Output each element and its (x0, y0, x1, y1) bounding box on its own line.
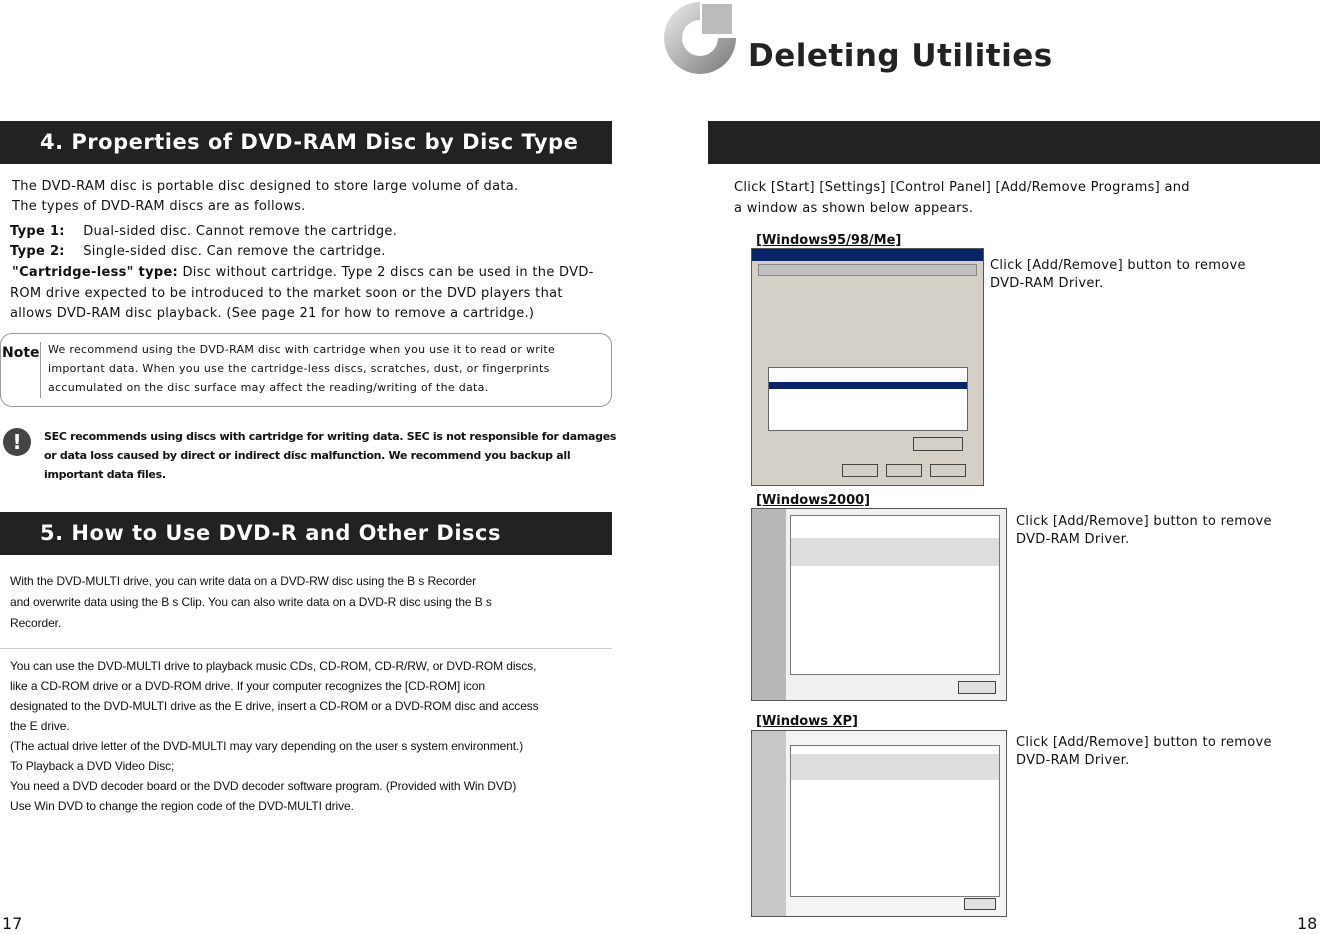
win95-label: [Windows95/98/Me] (756, 233, 902, 248)
intro-line-2: The types of DVD-RAM discs are as follows. (12, 199, 306, 214)
para2-line-6: To Playback a DVD Video Disc; (10, 759, 175, 773)
warning-line-2: or data loss caused by direct or indirect disc malfunction. We recommend you backup all (44, 449, 571, 462)
para1-line-1: With the DVD-MULTI drive, you can write data on a DVD-RW disc using the B s Recorder (10, 574, 476, 588)
win2000-label: [Windows2000] (756, 493, 871, 508)
instruction-line-1: Click [Start] [Settings] [Control Panel] [Add/Remove Programs] and (734, 180, 1190, 195)
cartless-line-3: allows DVD-RAM disc playback. (See page 21 for how to remove a cartridge.) (10, 306, 535, 321)
win95-tabs (758, 264, 977, 276)
header-title: Deleting Utilities (748, 38, 1053, 74)
win95-list (768, 367, 968, 431)
note-line-1: We recommend using the DVD-RAM disc with cartridge when you use it to read or write (48, 343, 556, 356)
win95-add-remove-button[interactable] (913, 437, 963, 451)
win2000-close-button[interactable] (958, 681, 996, 694)
cartless-line-1: Disc without cartridge. Type 2 discs can be used in the DVD- (182, 265, 594, 280)
section5-title: 5. How to Use DVD-R and Other Discs (40, 521, 501, 545)
win95-apply-button[interactable] (930, 464, 966, 477)
win2000-caption (1016, 513, 1272, 549)
type2-text: Single-sided disc. Can remove the cartridge. (83, 244, 386, 259)
para1-line-2: and overwrite data using the B s Clip. You can also write data on a DVD-R disc using the B s (10, 595, 492, 609)
header-logo-icon (660, 0, 738, 78)
type2-row (10, 242, 386, 262)
para2-line-3: designated to the DVD-MULTI drive as the E drive, insert a CD-ROM or a DVD-ROM disc and access (10, 699, 539, 713)
win95-screenshot (751, 248, 984, 486)
win2000-list (790, 515, 1000, 675)
type1-text: Dual-sided disc. Cannot remove the cartridge. (83, 224, 398, 239)
para2-line-5: (The actual drive letter of the DVD-MULTI may vary depending on the user s system environment.) (10, 739, 524, 753)
note-divider (40, 342, 41, 398)
cartless-label: "Cartridge-less" type: (12, 265, 179, 280)
section5-header-bar (0, 512, 612, 555)
warning-text (44, 427, 616, 484)
winxp-caption-line-2: DVD-RAM Driver. (1016, 753, 1130, 768)
cartless-row (12, 263, 594, 283)
section4-title: 4. Properties of DVD-RAM Disc by Disc Type (40, 130, 579, 154)
winxp-caption-line-1: Click [Add/Remove] button to remove (1016, 735, 1272, 750)
win95-caption-line-2: DVD-RAM Driver. (990, 276, 1104, 291)
para2-line-8: Use Win DVD to change the region code of the DVD-MULTI drive. (10, 799, 354, 813)
right-header-bar (708, 121, 1320, 164)
win2000-caption-line-2: DVD-RAM Driver. (1016, 532, 1130, 547)
warning-line-1: SEC recommends using discs with cartridge for writing data. SEC is not responsible for damages (44, 430, 617, 443)
instruction-line-2: a window as shown below appears. (734, 201, 974, 216)
intro-line-1: The DVD-RAM disc is portable disc designed to store large volume of data. (12, 179, 519, 194)
warning-icon: ! (3, 428, 31, 456)
win95-titlebar (752, 249, 983, 261)
cartless-line-2: ROM drive expected to be introduced to the market soon or the DVD players that (10, 286, 563, 301)
section4-header-bar (0, 121, 612, 164)
note-line-3: accumulated on the disc surface may affect the reading/writing of the data. (48, 381, 489, 394)
win2000-screenshot (751, 508, 1007, 701)
para2-line-7: You need a DVD decoder board or the DVD decoder software program. (Provided with Win DVD) (10, 779, 517, 793)
page-number-right: 18 (1297, 914, 1318, 933)
win95-caption-line-1: Click [Add/Remove] button to remove (990, 258, 1246, 273)
note-label: Note (2, 345, 40, 361)
warning-line-3: important data files. (44, 468, 166, 481)
para2-line-2: like a CD-ROM drive or a DVD-ROM drive. If your computer recognizes the [CD-ROM] icon (10, 679, 485, 693)
paragraph-divider (0, 648, 612, 649)
paragraph-1 (10, 572, 610, 632)
winxp-list (790, 745, 1000, 897)
type1-row (10, 222, 397, 242)
para1-line-3: Recorder. (10, 616, 62, 630)
win2000-caption-line-1: Click [Add/Remove] button to remove (1016, 514, 1272, 529)
win95-ok-button[interactable] (842, 464, 878, 477)
winxp-close-button[interactable] (964, 898, 996, 910)
winxp-screenshot (751, 730, 1007, 917)
win95-cancel-button[interactable] (886, 464, 922, 477)
winxp-caption (1016, 734, 1272, 770)
paragraph-2 (10, 657, 615, 815)
winxp-sidebar (752, 731, 786, 916)
winxp-label: [Windows XP] (756, 714, 858, 729)
type2-label: Type 2: (10, 244, 65, 259)
type1-label: Type 1: (10, 224, 65, 239)
para2-line-1: You can use the DVD-MULTI drive to playback music CDs, CD-ROM, CD-R/RW, or DVD-ROM discs, (10, 659, 537, 673)
win2000-sidebar (752, 509, 786, 700)
para2-line-4: the E drive. (10, 719, 70, 733)
note-text (48, 340, 555, 397)
page-number-left: 17 (2, 914, 23, 933)
note-line-2: important data. When you use the cartridge-less discs, scratches, dust, or fingerprints (48, 362, 550, 375)
win95-caption (990, 257, 1246, 293)
